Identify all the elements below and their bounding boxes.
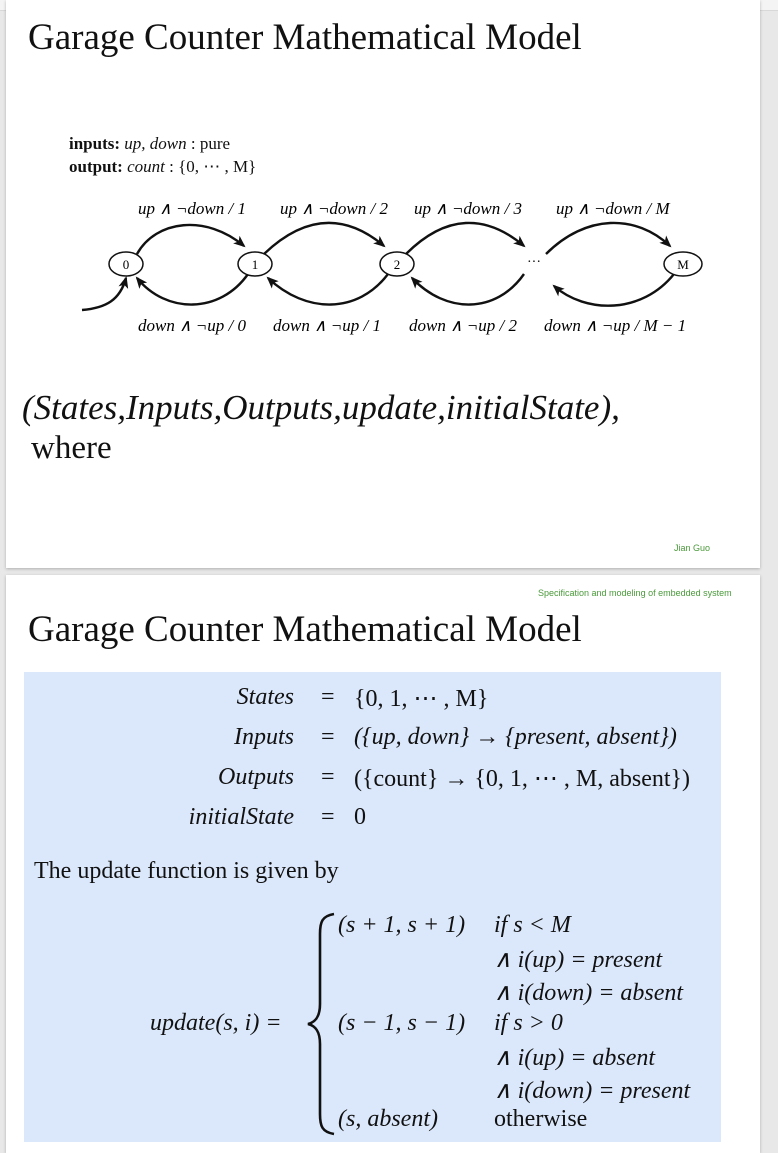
eq-inputs-op: = — [321, 724, 335, 750]
transition-2-1 — [268, 274, 388, 305]
eq-outputs-name: Outputs — [217, 764, 294, 790]
output-label: output: — [69, 157, 123, 176]
state-ellipsis: ··· — [527, 255, 541, 270]
state-0-label: 0 — [122, 257, 130, 272]
state-1 — [238, 252, 272, 276]
initial-arrow — [82, 278, 126, 310]
bottom-label-1: down ∧ ¬up / 0 — [138, 316, 246, 335]
slide-1 — [6, 0, 760, 568]
transition-dots-M — [546, 223, 670, 254]
output-value: count — [127, 157, 165, 176]
inputs-type: : pure — [190, 134, 231, 153]
transition-1-0 — [137, 274, 248, 305]
eq-outputs-op: = — [321, 764, 335, 790]
eq-initial-op: = — [321, 804, 335, 830]
top-label-4: up ∧ ¬down / M — [556, 199, 670, 218]
case-3-expr: (s, absent) — [338, 1106, 438, 1132]
case-1-expr: (s + 1, s + 1) — [338, 912, 466, 938]
bottom-label-2: down ∧ ¬up / 1 — [273, 316, 381, 335]
state-M — [664, 252, 702, 276]
eq-inputs-value: ({up, down} → {present, absent}) — [354, 724, 677, 750]
top-label-2: up ∧ ¬down / 2 — [280, 199, 388, 218]
case-3-cond: otherwise — [494, 1106, 588, 1132]
header-course: Specification and modeling of embedded system — [538, 588, 732, 598]
eq-inputs-name: Inputs — [234, 724, 294, 750]
transition-2-dots — [406, 223, 524, 254]
eq-outputs-value: ({count} → {0, 1, ⋯ , M, absent}) — [354, 766, 691, 792]
state-machine-diagram — [6, 190, 760, 350]
slide-title: Garage Counter Mathematical Model — [28, 609, 582, 650]
case-2-cond-3: ∧ i(down) = present — [494, 1078, 691, 1104]
transition-0-1 — [137, 225, 244, 254]
inputs-line — [69, 134, 230, 154]
output-type: : {0, ⋯ , M} — [169, 157, 257, 176]
state-0 — [109, 252, 143, 276]
transition-1-2 — [264, 223, 384, 254]
eq-states-op: = — [321, 684, 335, 710]
eq-states-value: {0, 1, ⋯ , M} — [354, 686, 489, 712]
state-1-label: 1 — [251, 257, 259, 272]
state-2 — [380, 252, 414, 276]
slide-title: Garage Counter Mathematical Model — [28, 17, 582, 58]
author-footer: Jian Guo — [674, 543, 711, 553]
case-1-cond-3: ∧ i(down) = absent — [494, 980, 684, 1006]
inputs-value: up, down — [124, 134, 187, 153]
inputs-label: inputs: — [69, 134, 121, 153]
tuple-expression: (States,Inputs,Outputs,update,initialState), — [22, 388, 620, 427]
where-text: where — [31, 430, 112, 466]
case-2-cond-2: ∧ i(up) = absent — [494, 1045, 656, 1071]
transition-dots-2 — [412, 274, 524, 305]
eq-initial-name: initialState — [188, 804, 294, 830]
case-2-expr: (s − 1, s − 1) — [338, 1010, 466, 1036]
state-2-label: 2 — [393, 257, 401, 272]
eq-initial-value: 0 — [354, 804, 366, 830]
slide-2 — [6, 575, 760, 1153]
case-2-cond-1: if s > 0 — [494, 1010, 563, 1036]
output-line — [69, 157, 256, 177]
update-intro: The update function is given by — [34, 858, 339, 884]
bottom-label-3: down ∧ ¬up / 2 — [409, 316, 517, 335]
top-label-1: up ∧ ¬down / 1 — [138, 199, 246, 218]
case-1-cond-1: if s < M — [494, 912, 571, 938]
transition-M-dots — [554, 274, 674, 306]
state-M-label: M — [677, 257, 689, 272]
top-label-3: up ∧ ¬down / 3 — [414, 199, 522, 218]
definition-box — [24, 672, 721, 1142]
case-1-cond-2: ∧ i(up) = present — [494, 947, 663, 973]
bottom-label-4: down ∧ ¬up / M − 1 — [544, 316, 687, 335]
eq-states-name: States — [236, 684, 294, 710]
update-lhs: update(s, i) = — [150, 1010, 282, 1036]
